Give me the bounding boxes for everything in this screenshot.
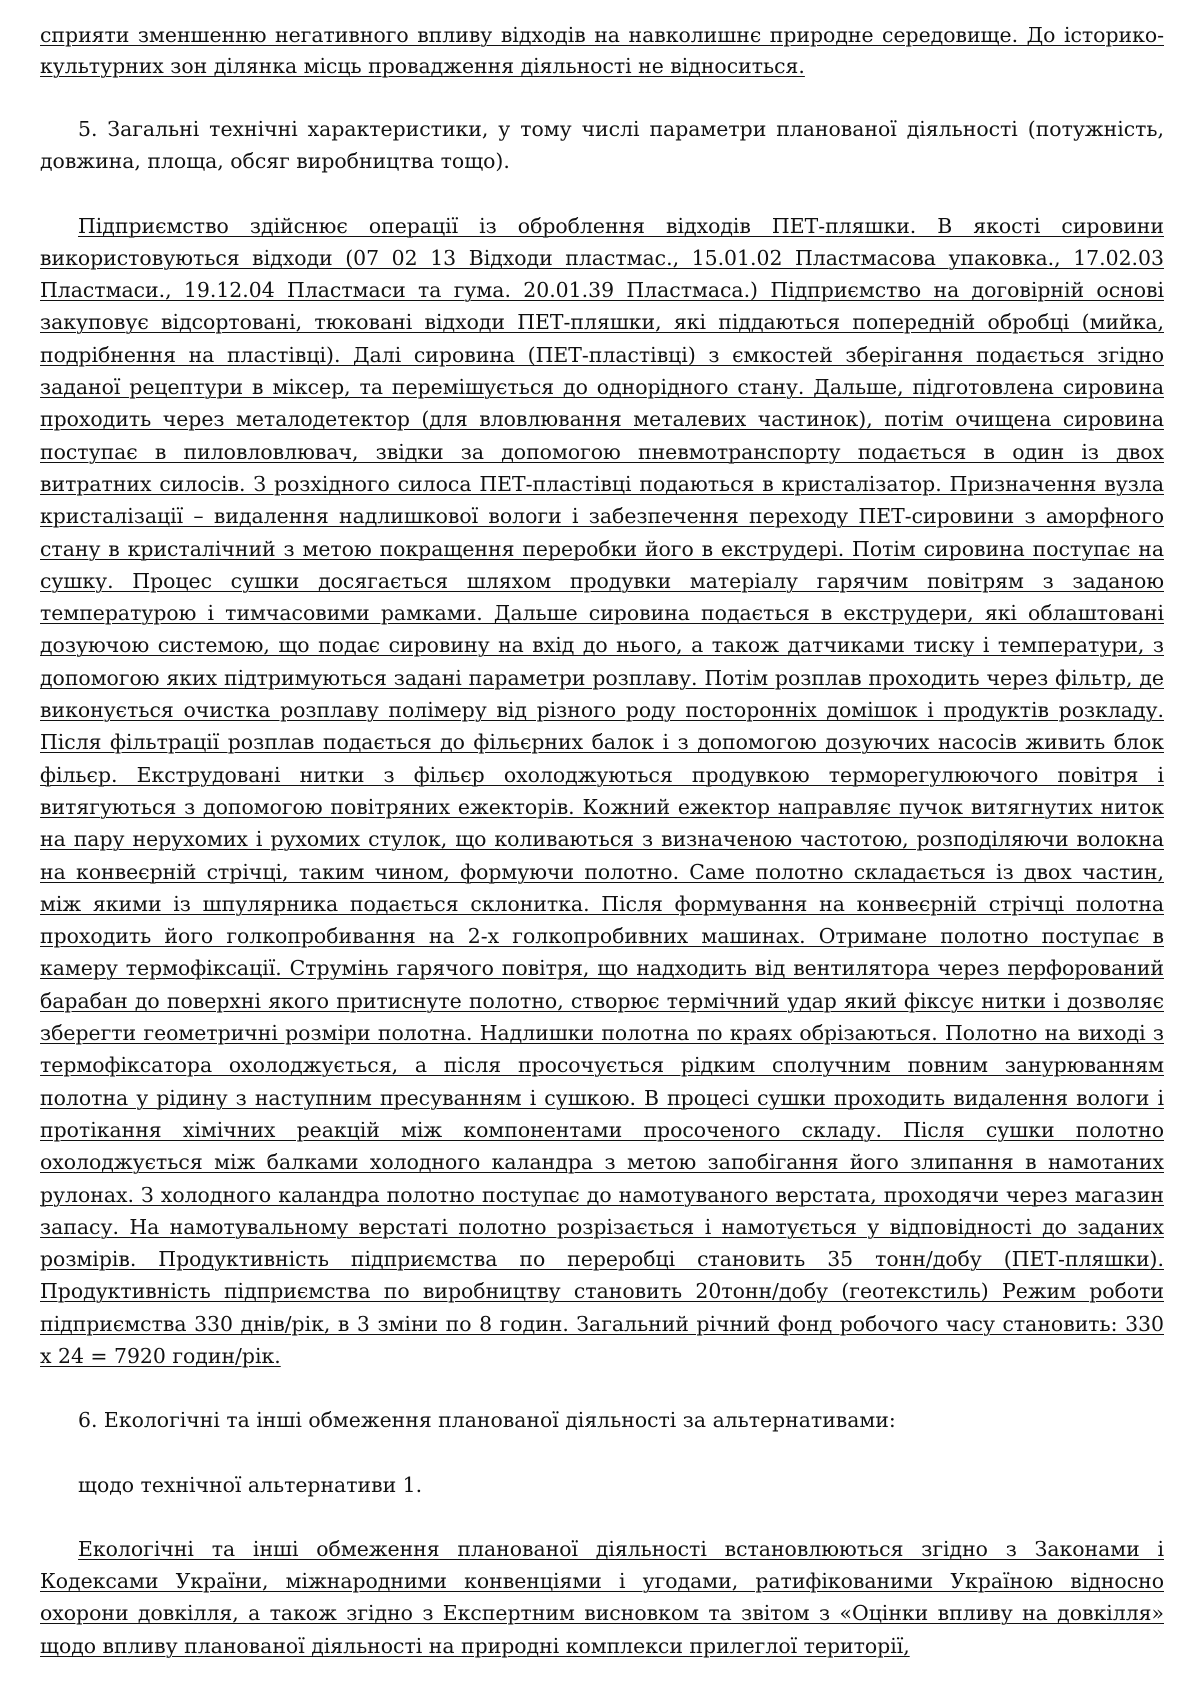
section-6-body: Екологічні та інші обмеження планованої діяльності встановлюються згідно з Законами і Кодексами України, міжнародними конвенціями і угодами, ратифікованими Україною відносно охорони довкілля, а також згідно з Експертним висновком та звітом з «Оцінки впливу на довкілля» щодо впливу планованої діяльності на природні комплекси прилеглої території, (40, 1536, 1164, 1658)
continuation-paragraph: сприяти зменшенню негативного впливу відходів на навколишнє природне середовище. До історико-культурних зон ділянка місць провадження діяльності не відноситься. (40, 23, 1164, 78)
section-6-subheading: щодо технічної альтернативи 1. (78, 1472, 423, 1497)
section-5-body: Підприємство здійснює операції із оброблення відходів ПЕТ-пляшки. В якості сировини використовуються відходи (07 02 13 Відходи пластмас., 15.01.02 Пластмасова упаковка., 17.02.03 Пластмаси., 19.12.04 Пластмаси та гума. 20.01.39 Пластмаса.) Підприємство на договірній основі закуповує відсортовані, тюковані відходи ПЕТ-пляшки, які піддаються попередній обробці (мийка, подрібнення на пластівці). Далі сировина (ПЕТ-пластівці) з ємкостей зберігання подається згідно заданої рецептури в міксер, та перемішується до однорідного стану. Дальше, підготовлена сировина проходить через металодетектор (для вловлювання металевих частинок), потім очищена сировина поступає в пиловловлювач, звідки за допомогою пневмотранспорту подається в один із двох витратних силосів. З розхідного силоса ПЕТ-пластівці подаються в кристалізатор. Призначення вузла кристалізації – видалення надлишкової вологи і забезпечення переходу ПЕТ-сировини з аморфного стану в кристалічний з метою покращення переробки його в екструдері. Потім сировина поступає на сушку. Процес сушки досягається шляхом продувки матеріалу гарячим повітрям з заданою температурою і тимчасовими рамками. Дальше сировина подається в екструдери, які облаштовані дозуючою системою, що подає сировину на вхід до нього, а також датчиками тиску і температури, з допомогою яких підтримуються задані параметри розплаву. Потім розплав проходить через фільтр, де виконується очистка розплаву полімеру від різного роду посторонніх домішок і продуктів розкладу. Після фільтрації розплав подається до фільєрних балок і з допомогою дозуючих насосів живить блок фільєр. Екструдовані нитки з фільєр охолоджуються продувкою терморегулюючого повітря і витягуються з допомогою повітряних ежекторів. Кожний ежектор направляє пучок витягнутих ниток на пару нерухомих і рухомих стулок, що коливаються з визначеною частотою, розподіляючи волокна на конвеєрній стрічці, таким чином, формуючи полотно. Саме полотно складається із двох частин, між якими із шпулярника подається склонитка. Після формування на конвеєрній стрічці полотна проходить його голкопробивання на 2-х голкопробивних машинах. Отримане полотно поступає в камеру термофіксації. Струмінь гарячого повітря, що надходить від вентилятора через перфорований барабан до поверхні якого притиснуте полотно, створює термічний удар який фіксує нитки і дозволяє зберегти геометричні розміри полотна. Надлишки полотна по краях обрізаються. Полотно на виході з термофіксатора охолоджується, а після просочується рідким сполучним повним занурюванням полотна у рідину з наступним пресуванням і сушкою. В процесі сушки проходить видалення вологи і протікання хімічних реакцій між компонентами просоченого складу. Після сушки полотно охолоджується між балками холодного каландра з метою запобігання його злипання в намотаних рулонах. З холодного каландра полотно поступає до намотуваного верстата, проходячи через магазин запасу. На намотувальному верстаті полотно розрізається і намотується у відповідності до заданих розмірів. Продуктивність підприємства по переробці становить 35 тонн/добу (ПЕТ-пляшки). Продуктивність підприємства по виробництву становить 20тонн/добу (геотекстиль) Режим роботи підприємства 330 днів/рік, в 3 зміни по 8 годин. Загальний річний фонд робочого часу становить: 330 х 24 = 7920 годин/рік. (40, 213, 1164, 1368)
section-6-heading: 6. Екологічні та інші обмеження планованої діяльності за альтернативами: (78, 1408, 896, 1433)
section-5-heading: 5. Загальні технічні характеристики, у тому числі параметри планованої діяльності (потужність, довжина, площа, обсяг виробництва тощо). (40, 117, 1164, 174)
